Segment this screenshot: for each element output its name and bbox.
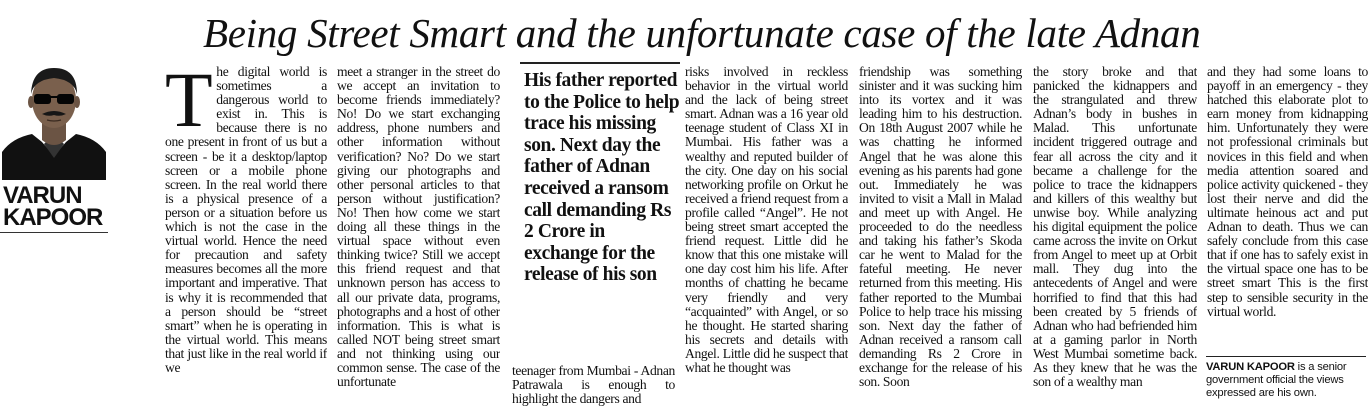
author-first-name: VARUN <box>3 182 82 209</box>
article-column-4 <box>685 65 848 410</box>
drop-cap: T <box>165 65 213 143</box>
pull-quote-rule <box>520 62 680 64</box>
article-text-col4: risks involved in reckless behavior in the virtual world and the lack of being street smart. Adnan was a 16 year old teenage student of Class XI in Mumbai. His father was a wealthy and reputed builder of the city. One day on his social networking profile on Orkut he received a friend request from a profile called “Angel”. He not being street smart accepted the friend request. Little did he know that this one mistake will one day cost him his life. After months of chatting he became very friendly and very “acquainted” with Angel, or so he thought. He started sharing his secrets and details with Angel. Little did he suspect that what he thought was <box>685 65 848 375</box>
author-block <box>0 60 110 240</box>
article-column-2 <box>337 65 500 410</box>
article-text-col5: friendship was something sinister and it was sucking him into its vortex and it was leading him to his destruction. On 18th August 2007 while he was chatting he informed Angel that he was alone this evening as his parents had gone out. Immediately he was invited to visit a Mall in Malad and meet up with Angel. He proceeded to do the needless and taking his father’s Skoda car he went to Malad for the fateful meeting. He never returned from this meeting. His father reported to the Mumbai Police to help trace his missing son. Next day the father of Adnan received a ransom call demanding Rs 2 Crore in exchange for the release of his son. Soon <box>859 65 1022 390</box>
article-text-col2: meet a stranger in the street do we accept an invitation to become friends immediately? No! Do we start exchanging address, phone numbers and other information without verification? No? Do we start giving our photographs and other personal articles to that person without justification? No! Then how come we start doing all these things in the virtual space without even thinking twice? Still we accept this friend request and that unknown person has access to all our private data, programs, photographs and a host of other information. This is what is called NOT being street smart and not thinking using our common sense. The case of the unfortunate <box>337 65 500 390</box>
headline: Being Street Smart and the unfortunate case of the late Adnan <box>203 10 1201 56</box>
author-photo <box>2 60 106 180</box>
article-text-col7: and they had some loans to payoff in an emergency - they hatched this elaborate plot to earn money from kidnapping him. Unfortunately they were not professional criminals but novices in this field and when media attention soared and police activity quickened - they lost their nerve and did the ultimate heinous act and put Adnan to death. Thus we can safely conclude from this case that if one has to safely exist in the virtual space one has to be street smart This is the first step to sensible security in the virtual world. <box>1207 65 1368 319</box>
article-column-3 <box>512 364 675 410</box>
pull-quote: His father reported to the Police to help trace his missing son. Next day the father of Adnan received a ransom call demanding Rs 2 Crore in exchange for the release of his son <box>524 70 680 286</box>
article-column-1 <box>165 65 327 410</box>
author-last-name: KAPOOR <box>3 204 103 231</box>
author-divider <box>0 232 108 233</box>
author-bio <box>1206 361 1366 400</box>
article-column-7 <box>1207 65 1368 335</box>
article-column-6 <box>1033 65 1197 410</box>
bio-text: is a senior government official the views expressed are his own. <box>1206 361 1347 399</box>
bio-divider <box>1206 356 1366 357</box>
bio-author-name: VARUN KAPOOR <box>1206 361 1295 373</box>
author-name <box>3 182 109 231</box>
article-text-col1: he digital world is sometimes a dangerous world to exist in. This is because there is no one present in front of us but a screen - be it a desktop/laptop screen or a mobile phone screen. In the real world there is a physical presence of a person or a situation before us which is not the case in the virtual world. Hence the need for precaution and safety measures becomes all the more important and imperative. That is why it is recommended that a person should be “street smart” when he is operating in the virtual world. This means that just like in the real world if we <box>165 65 327 375</box>
article-text-col6: the story broke and that panicked the kidnappers and the strangulated and threw Adnan’s body in bushes in Malad. This unfortunate incident triggered outrage and fear all across the city and it became a challenge for the police to trace the kidnappers and killers of this wealthy but unwise boy. While analyzing his digital equipment the police came across the invite on Orkut from Angel to meet up at Orbit mall. They dug into the antecedents of Angel and were horrified to find that this had been created by 5 friends of Adnan who had befriended him at a gaming parlor in North West Mumbai sometime back. As they knew that he was the son of a wealthy man <box>1033 65 1197 390</box>
article-text-col3: teenager from Mumbai - Adnan Patrawala is enough to highlight the dangers and <box>512 364 675 407</box>
article-column-5 <box>859 65 1022 410</box>
